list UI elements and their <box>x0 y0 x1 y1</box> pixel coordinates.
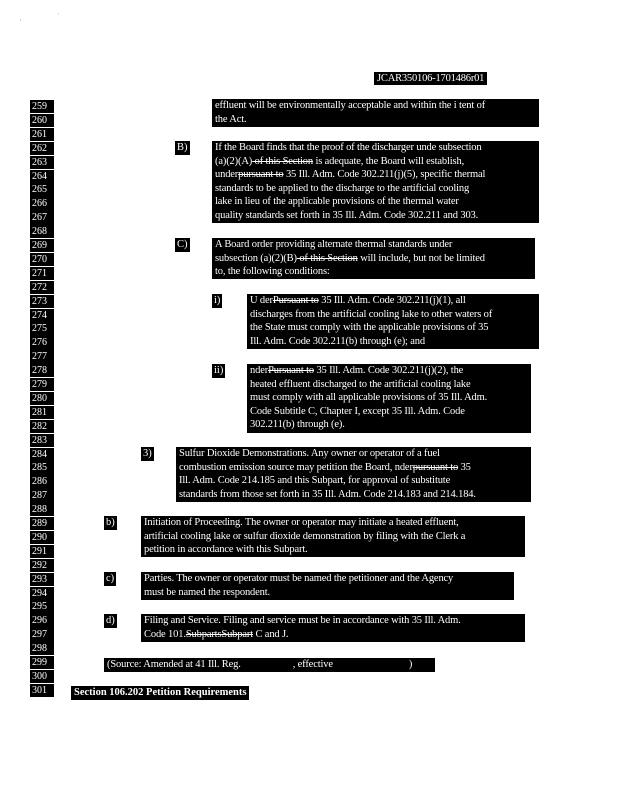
text-line: Code Subtitle C, Chapter I, except 35 Ill. Adm. Code <box>250 405 465 417</box>
line-number: 289 <box>30 517 54 530</box>
text-line <box>179 461 528 475</box>
line-number: 260 <box>30 114 54 127</box>
text-span: nder <box>250 365 269 376</box>
line-number: 264 <box>30 170 54 183</box>
text-line: the State must comply with the applicable provisions of 35 <box>250 322 489 334</box>
item-label-ii: ii) <box>214 365 224 376</box>
text-line: Ill. Adm. Code 302.211(b) through (e); and <box>250 335 425 347</box>
source-note <box>104 658 435 672</box>
line-number: 285 <box>30 461 54 474</box>
text-line: standards from those set forth in 35 Ill. Adm. Code 214.183 and 214.184. <box>179 488 476 500</box>
text-line: A Board order providing alternate thermal standards under <box>215 239 453 250</box>
line-number: 284 <box>30 448 54 461</box>
text-line <box>250 364 528 378</box>
paragraph-293 <box>141 572 514 600</box>
item-label-c-upper: C) <box>177 239 188 250</box>
text-span: 35 <box>458 461 471 473</box>
line-number: 281 <box>30 406 54 419</box>
paragraph-284 <box>176 447 531 502</box>
line-number: 279 <box>30 378 54 391</box>
item-label-i: i) <box>214 295 221 306</box>
line-number: 276 <box>30 336 54 349</box>
text-span: 35 Ill. Adm. Code 302.211(j)(1), all <box>318 295 466 306</box>
text-line: 302.211(b) through (e). <box>250 419 345 431</box>
text-line: If the Board finds that the proof of the discharger unde subsection <box>215 142 482 153</box>
text-span: C and J. <box>253 628 289 640</box>
line-number: 291 <box>30 545 54 558</box>
line-number: 278 <box>30 364 54 377</box>
line-number: 292 <box>30 559 54 572</box>
text-span: (a)(2)(A) <box>215 155 253 167</box>
line-number: 293 <box>30 573 54 586</box>
text-line <box>215 155 536 169</box>
text-span: (Source: Amended at 41 Ill. Reg. <box>107 659 241 670</box>
struck-text: Pursuant to <box>272 295 319 306</box>
text-line: artificial cooling lake or sulfur dioxide demonstration by filing with the Clerk a <box>144 530 466 542</box>
line-number: 261 <box>30 128 54 141</box>
text-span: , effective <box>292 659 333 670</box>
text-line: to, the following conditions: <box>215 266 330 278</box>
line-number: 298 <box>30 642 54 655</box>
paragraph-296 <box>141 614 525 642</box>
text-line: Parties. The owner or operator must be named the petitioner and the Agency <box>144 573 454 584</box>
scan-artifact: ' <box>58 13 60 19</box>
text-line: Sulfur Dioxide Demonstrations. Any owner or operator of a fuel <box>179 448 440 459</box>
text-span: Code 101. <box>144 628 186 640</box>
struck-text: SubpartsSubpart <box>185 628 253 640</box>
line-number: 270 <box>30 253 54 266</box>
text-line <box>250 294 536 308</box>
text-line: Ill. Adm. Code 214.185 and this Subpart, for approval of substitute <box>179 475 451 487</box>
text-line <box>107 658 432 672</box>
line-number: 294 <box>30 587 54 600</box>
item-label-b-upper: B) <box>177 142 188 153</box>
line-number: 283 <box>30 434 54 447</box>
line-number: 272 <box>30 281 54 294</box>
text-line: quality standards set forth in 35 Ill. Adm. Code 302.211 and 303. <box>215 209 479 221</box>
text-span: ) <box>408 659 413 670</box>
paragraph-273 <box>247 294 539 349</box>
struck-text: pursuant to <box>238 169 284 181</box>
text-line: petition in accordance with this Subpart. <box>144 544 308 556</box>
text-line: discharges from the artificial cooling lake to other waters of <box>250 308 493 320</box>
text-line <box>215 252 532 266</box>
struck-text: Pursuant to <box>268 365 314 376</box>
paragraph-259 <box>212 99 539 127</box>
line-number: 301 <box>30 684 54 697</box>
line-number: 296 <box>30 614 54 627</box>
line-number: 277 <box>30 350 54 363</box>
text-line: heated effluent discharged to the artificial cooling lake <box>250 378 471 390</box>
line-number: 269 <box>30 239 54 252</box>
text-line: lake in lieu of the applicable provisions of the thermal water <box>215 196 459 208</box>
line-number: 259 <box>30 100 54 113</box>
text-line <box>144 628 522 642</box>
line-number: 263 <box>30 156 54 169</box>
struck-text: of this Section <box>296 252 358 264</box>
document-code: JCAR350106-1701486r01 <box>374 72 487 85</box>
text-line: the Act. <box>215 113 247 125</box>
text-line: Filing and Service. Filing and service must be in accordance with 35 Ill. Adm. <box>144 615 461 626</box>
line-number: 288 <box>30 503 54 516</box>
text-line: standards to be applied to the discharge to the artificial cooling <box>215 182 470 194</box>
struck-text: of this Section <box>252 155 314 167</box>
text-span: will include, but not be limited <box>357 252 485 264</box>
paragraph-278 <box>247 364 531 433</box>
line-number: 271 <box>30 267 54 280</box>
text-span: 35 Ill. Adm. Code 302.211(j)(5), specific thermal <box>283 169 486 181</box>
item-label-c: c) <box>106 573 115 584</box>
line-number: 275 <box>30 322 54 335</box>
line-number: 280 <box>30 392 54 405</box>
line-number: 290 <box>30 531 54 544</box>
line-number: 282 <box>30 420 54 433</box>
line-number: 274 <box>30 309 54 322</box>
text-span: subsection (a)(2)(B) <box>215 252 297 264</box>
struck-text: pursuant to <box>412 461 459 473</box>
text-line: must comply with all applicable provisions of 35 Ill. Adm. <box>250 392 488 404</box>
text-span: U der <box>250 295 273 306</box>
line-number: 295 <box>30 600 54 613</box>
paragraph-269 <box>212 238 535 279</box>
item-label-b: b) <box>106 517 115 528</box>
item-label-3: 3) <box>143 448 152 459</box>
text-line: must be named the respondent. <box>144 586 270 598</box>
text-line <box>215 168 536 182</box>
text-line: Initiation of Proceeding. The owner or operator may initiate a heated effluent, <box>144 517 459 528</box>
text-span: under <box>215 169 239 181</box>
line-number: 268 <box>30 225 54 238</box>
scan-artifact: , <box>20 16 22 22</box>
line-number: 266 <box>30 197 54 210</box>
text-line: effluent will be environmentally acceptable and within the i tent of <box>215 100 486 111</box>
line-number: 287 <box>30 489 54 502</box>
line-number: 267 <box>30 211 54 224</box>
paragraph-289 <box>141 516 525 557</box>
line-number: 262 <box>30 142 54 155</box>
line-number: 299 <box>30 656 54 669</box>
paragraph-262 <box>212 141 539 223</box>
line-number: 265 <box>30 183 54 196</box>
text-span: is adequate, the Board will establish, <box>313 155 465 167</box>
text-span: combustion emission source may petition the Board, nder <box>179 461 413 473</box>
line-number: 286 <box>30 475 54 488</box>
line-number: 297 <box>30 628 54 641</box>
line-number: 273 <box>30 295 54 308</box>
item-label-d: d) <box>106 615 115 626</box>
line-number: 300 <box>30 670 54 683</box>
section-heading: Section 106.202 Petition Requirements <box>71 686 249 700</box>
text-span: 35 Ill. Adm. Code 302.211(j)(2), the <box>313 365 464 376</box>
